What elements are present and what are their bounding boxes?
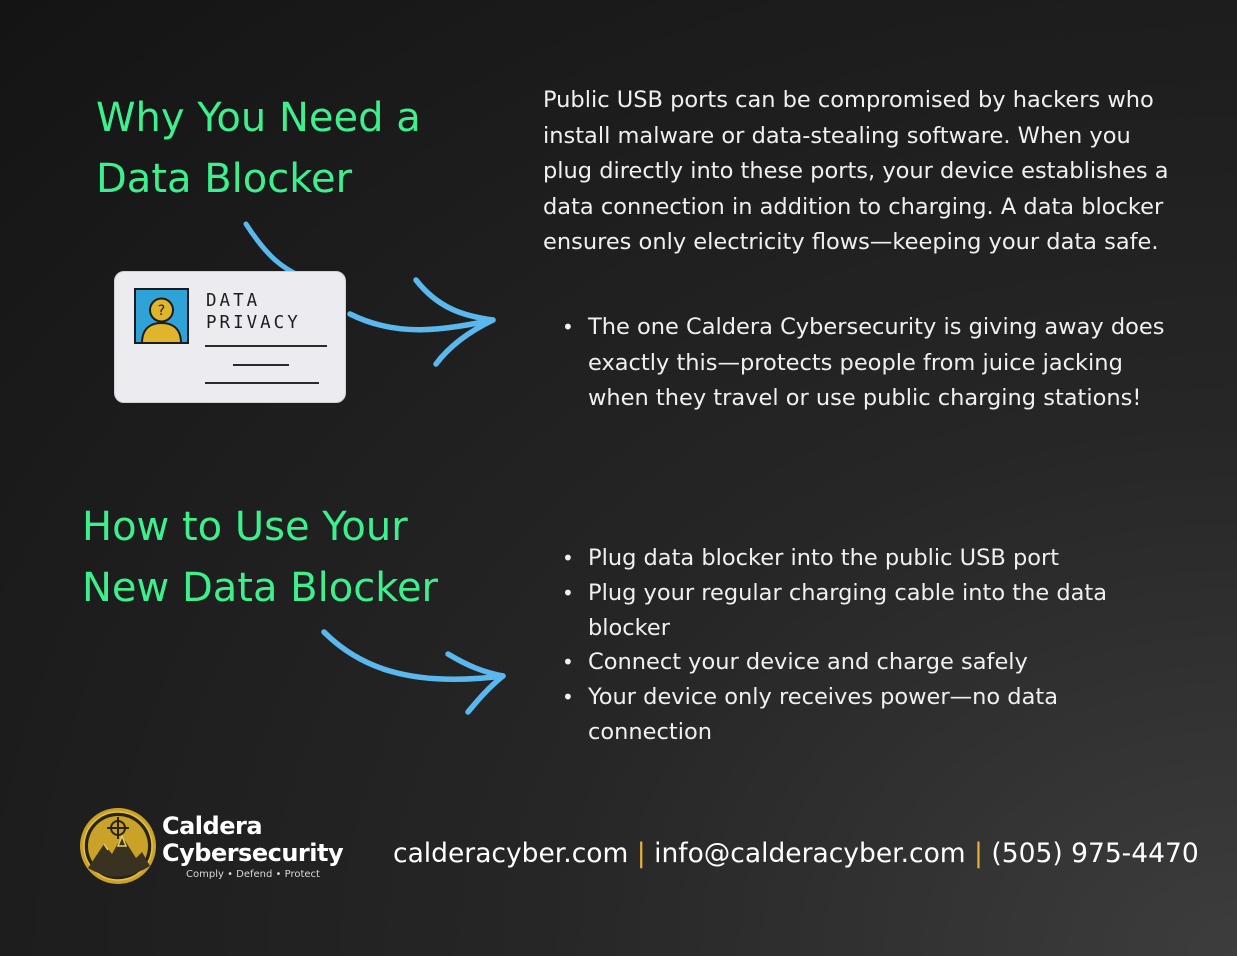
- caldera-logo-icon: [78, 806, 158, 886]
- heading-line: Why You Need a: [96, 95, 421, 141]
- list-item: • Plug your regular charging cable into the data blocker: [543, 576, 1183, 646]
- curved-arrow-icon: [318, 626, 518, 721]
- contact-line: [393, 834, 1199, 874]
- list-item: • Your device only receives power—no data connection: [543, 680, 1183, 750]
- section-heading-why: [96, 88, 476, 210]
- website-link[interactable]: calderacyber.com: [393, 838, 629, 869]
- card-text-line: [205, 382, 319, 384]
- list-item: • Plug data blocker into the public USB port: [543, 541, 1183, 576]
- user-avatar-icon: [134, 288, 189, 344]
- email-link[interactable]: info@calderacyber.com: [654, 838, 966, 869]
- card-label: DATA: [206, 291, 261, 311]
- card-text-line: [205, 345, 327, 347]
- brand-name: Caldera: [162, 812, 263, 840]
- separator: |: [636, 838, 646, 869]
- id-card-icon: [114, 271, 346, 403]
- heading-line: New Data Blocker: [82, 565, 438, 611]
- heading-line: How to Use Your: [82, 504, 408, 550]
- brand-name: Cybersecurity: [162, 839, 344, 867]
- why-bullet-list: [543, 310, 1183, 417]
- separator: |: [974, 838, 983, 869]
- list-item: • Connect your device and charge safely: [543, 645, 1183, 680]
- intro-paragraph: Public USB ports can be compromised by hackers who install malware or data-stealing software. When you plug directly into these ports, your device establishes a data connection in addition to charging. A data blocker ensures only electricity flows—keeping your data safe.: [543, 87, 1169, 256]
- phone-link[interactable]: (505) 975-4470: [991, 838, 1199, 869]
- how-to-bullet-list: [543, 541, 1183, 750]
- card-text-line: [233, 364, 289, 366]
- heading-line: Data Blocker: [96, 156, 353, 202]
- brand-block: [162, 813, 343, 880]
- list-item: • The one Caldera Cybersecurity is giving away does exactly this—protects people from juice jacking when they travel or use public charging stations!: [543, 310, 1183, 417]
- section-heading-how: [82, 497, 482, 619]
- card-label: PRIVACY: [206, 313, 301, 333]
- avatar-symbol: ?: [157, 303, 166, 319]
- brand-tagline: Comply • Defend • Protect: [186, 869, 320, 880]
